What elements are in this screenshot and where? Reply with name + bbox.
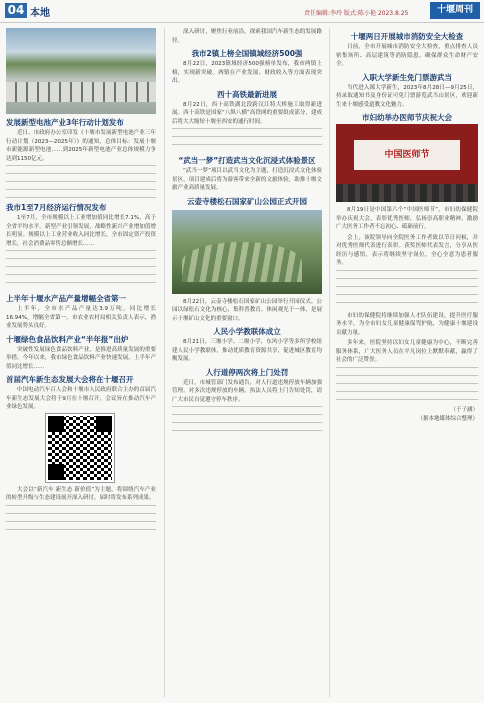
editor-line: 责任编辑:李玲 版式:陈小艳 2023.8.25 bbox=[304, 10, 409, 17]
article-body: 市妇幼保健院将继续加强人才队伍建设，提升医疗服务水平，为全市妇女儿童健康保驾护航，为健康十堰建设贡献力量。 bbox=[336, 312, 478, 336]
column-3 bbox=[336, 28, 478, 697]
text-block bbox=[336, 270, 478, 310]
article-body: 深入研讨，聚焦行业前沿，探索我国汽车新生态的发展路径。 bbox=[172, 29, 322, 44]
column-2 bbox=[172, 28, 322, 697]
text-block bbox=[6, 505, 156, 535]
article-headline: 人民小学教联体成立 bbox=[213, 327, 281, 337]
ceremony-photo bbox=[336, 124, 478, 202]
article-body: 突破性发展绿色食品饮料产业，是推进高质量发展的重要举措。今年以来，我市绿色食品饮料产业快速发展，上半年产值同比增长…… bbox=[6, 346, 156, 370]
page-number: 04 bbox=[5, 3, 27, 18]
text-block bbox=[172, 406, 322, 436]
article-headline: 首届汽车新生态发展大会将在十堰召开 bbox=[6, 375, 134, 385]
column-1 bbox=[6, 28, 156, 697]
article-headline: 人行道停两次将上门处罚 bbox=[205, 367, 289, 377]
article-body: 多年来，医院坚持以妇女儿童健康为中心，不断完善服务体系，广大医务人员在平凡岗位上默默奉献，赢得了社会的广泛赞誉。 bbox=[336, 340, 478, 364]
article-headline: 上半年十堰水产品产量增幅全省第一 bbox=[6, 294, 126, 304]
article-body: 8月21日，三堰小学、二堰小学、东风小学等多所学校组建人民小学教联体，推动优质教育资源共享，促进城区教育均衡发展。 bbox=[172, 339, 322, 363]
article-headline: 云壶寺楼松石国家矿山公园正式开园 bbox=[187, 196, 307, 206]
article-body: 日前，全市开展城市消防安全大检查，重点排查人员密集场所、高层建筑等消防隐患，确保群众生命财产安全。 bbox=[336, 44, 478, 68]
article-body: 8月22日，西十高铁湖北段跨汉江特大桥施工取得新进展。西十高铁是国家“八纵八横”高铁网的重要组成部分，建成后将大大缩短十堰至西安的通行时间。 bbox=[172, 101, 322, 125]
article-body: 近日，市政府办公室印发《十堰市发展新型电池产业三年行动计划（2023—2025年）》的通知，总体目标：发展十堰市新能源新型电池……到2025年新型电池产业总体规模力争达到1150亿元。 bbox=[6, 130, 156, 162]
article-body: 大会以“新汽车 新生态 新价值”为主题，将围绕汽车产业的转型升级与生态建设展开深入研讨，届时将发布系列成果。 bbox=[6, 486, 156, 502]
text-block bbox=[172, 128, 322, 152]
article-body: 近日，市城管部门发布通告，对人行道违规停放车辆加强管理，对多次违规停放的车辆，执法人员将上门告知处罚，请广大市民自觉遵守停车秩序。 bbox=[172, 379, 322, 403]
page-header bbox=[0, 0, 484, 23]
article-body: 1至7月，全市规模以上工业增加值同比增长7.1%，高于全省平均水平。新型产业引领发展，战略性新兴产业增加值增长明显。规模以上工业营业收入同比增长，全市固定资产投资增长，社会消费品零售总额增长…… bbox=[6, 215, 156, 247]
article-headline: 十堰绿色食品饮料产业“半年报”出炉 bbox=[6, 334, 129, 344]
column-divider bbox=[329, 28, 330, 697]
column-divider bbox=[164, 28, 165, 697]
article-body: 8月19日是中国第六个“中国医师节”，市妇幼保健院举办庆祝大会，表彰优秀医师，弘扬崇高职业精神，激励广大医务工作者不忘初心、砥砺前行。 bbox=[336, 207, 478, 231]
article-headline: 入职大学新生免门票游武当 bbox=[362, 72, 452, 82]
article-headline: 我市1至7月经济运行情况发布 bbox=[6, 203, 107, 213]
article-body: 8月22日，2023镇域经济500强榜单发布，我市两镇上榜，实现新突破。两镇在产业发展、财政收入等方面表现突出。 bbox=[172, 61, 322, 85]
article-body: “武当一梦”项目以武当文化为主题，打造沉浸式文化体验景区，项目建成后将为游客带来全新的文旅体验，助推十堰文旅产业高质量发展。 bbox=[172, 168, 322, 192]
article-body: 中国电动汽车百人会和十堰市人民政府联合主办的首届汽车新生态发展大会将于9月在十堰召开，会议旨在推动汽车产业绿色发展。 bbox=[6, 387, 156, 411]
article-headline: “武当一梦”打造武当文化沉浸式体验景区 bbox=[178, 156, 316, 166]
mine-park-photo bbox=[172, 210, 322, 294]
article-headline: 我市2镇上榜全国镇域经济500强 bbox=[191, 49, 303, 59]
qr-code bbox=[46, 414, 114, 482]
article-headline: 市妇幼举办医师节庆祝大会 bbox=[362, 113, 452, 123]
text-block bbox=[6, 165, 156, 199]
article-body: 会上，该院领导向全院医务工作者致以节日问候，并对优秀医师代表进行表彰。获奖医师代表发言，分享从医经历与感悟，表示将继续坚守岗位，全心全意为患者服务。 bbox=[336, 234, 478, 267]
text-block bbox=[336, 367, 478, 403]
author-signature: （于子涵） bbox=[450, 406, 478, 413]
industrial-park-photo bbox=[6, 28, 156, 114]
article-body: 8月22日，云壶寺楼松石国家矿山公园举行开园仪式。公园以绿松石文化为核心，集科普教育、休闲观光于一体，是展示十堰矿山文化的重要窗口。 bbox=[172, 298, 322, 322]
article-headline: 十堰两日开展城市消防安全大检查 bbox=[350, 32, 464, 41]
article-body: 上半年，全市水产品产量达3.9万吨，同比增长16.94%，增幅全省第一。市农业农村局相关负责人表示，渔业发展势头良好。 bbox=[6, 306, 156, 330]
text-block bbox=[6, 250, 156, 290]
banner-text: 中国医师节 bbox=[384, 150, 430, 161]
article-headline: 西十高铁最新进展 bbox=[217, 89, 277, 99]
article-body: 当代进入郧大学新生，2023年8月28日—9月25日，持录取通知书及身份证可免门票游览武当山景区，欢迎新生来十堰感受道教文化魅力。 bbox=[336, 84, 478, 108]
section-title: 本地 bbox=[30, 8, 50, 19]
source-note: （据本地媒体综合整理） bbox=[417, 415, 478, 422]
article-headline: 发展新型电池产业3年行动计划发布 bbox=[6, 118, 124, 127]
masthead-logo: 十堰周刊 bbox=[430, 2, 480, 19]
